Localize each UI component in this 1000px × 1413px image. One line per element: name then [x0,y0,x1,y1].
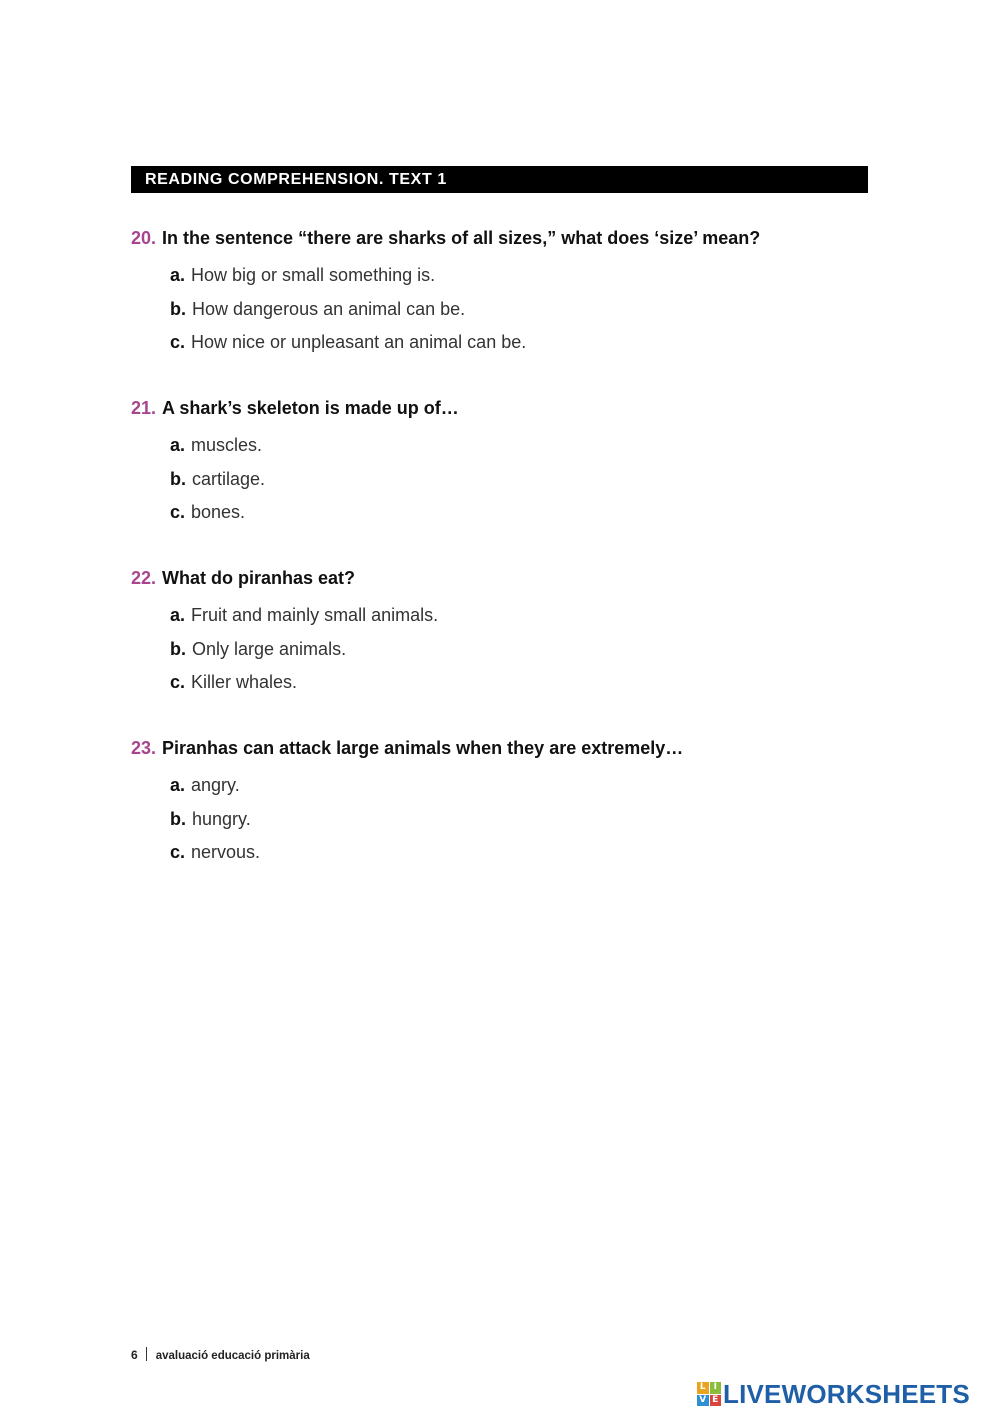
question-number: 20. [131,228,157,248]
option-letter: b. [170,808,186,829]
option-text: cartilage. [192,468,266,489]
question-title [131,567,891,589]
question-21 [131,397,891,535]
liveworksheets-grid-icon [697,1382,721,1406]
answer-option-c[interactable] [170,331,891,353]
liveworksheets-logo [697,1379,970,1409]
option-text: Killer whales. [191,672,298,693]
question-number: 23. [131,738,157,758]
option-letter: b. [170,468,186,489]
option-text: bones. [191,502,246,523]
option-letter: a. [170,775,186,795]
question-text: In the sentence “there are sharks of all sizes,” what does ‘size’ mean? [162,228,761,248]
question-20 [131,227,891,365]
option-text: nervous. [191,842,261,863]
option-text: hungry. [192,808,251,829]
question-22 [131,567,891,705]
answer-option-a[interactable] [170,434,891,456]
liveworksheets-wordmark: LIVEWORKSHEETS [723,1378,970,1409]
answer-options [131,774,891,863]
option-text: How nice or unpleasant an animal can be. [191,332,527,353]
logo-grid-cell: E [710,1395,722,1407]
answer-option-c[interactable] [170,841,891,863]
answer-option-c[interactable] [170,501,891,523]
option-text: How dangerous an animal can be. [192,298,466,319]
answer-option-a[interactable] [170,604,891,626]
option-text: How big or small something is. [191,265,436,285]
option-letter: c. [170,672,186,693]
answer-option-b[interactable] [170,468,891,490]
answer-option-b[interactable] [170,298,891,320]
question-number: 22. [131,568,157,588]
page-number: 6 [131,1348,138,1362]
logo-grid-cell: V [697,1395,709,1407]
answer-options [131,434,891,523]
logo-grid-cell: I [710,1382,722,1394]
option-letter: b. [170,638,186,659]
question-title [131,397,891,419]
option-text: Fruit and mainly small animals. [191,605,439,625]
answer-options [131,264,891,353]
question-number: 21. [131,398,157,418]
answer-option-b[interactable] [170,638,891,660]
option-letter: a. [170,605,186,625]
option-text: muscles. [191,435,263,455]
answer-option-c[interactable] [170,671,891,693]
logo-grid-cell: L [697,1382,709,1394]
publication-name: avaluació educació primària [155,1350,310,1362]
answer-option-b[interactable] [170,808,891,830]
option-letter: b. [170,298,186,319]
option-text: angry. [191,775,240,795]
option-letter: a. [170,265,186,285]
question-title [131,227,891,249]
page-footer [131,1347,310,1362]
footer-divider [146,1347,147,1361]
section-header: READING COMPREHENSION. TEXT 1 [131,166,868,193]
option-letter: a. [170,435,186,455]
question-text: A shark’s skeleton is made up of… [162,398,459,418]
option-letter: c. [170,842,186,863]
answer-option-a[interactable] [170,264,891,286]
question-text: Piranhas can attack large animals when they are extremely… [162,738,684,758]
answer-options [131,604,891,693]
question-title [131,737,891,759]
answer-option-a[interactable] [170,774,891,796]
question-text: What do piranhas eat? [162,568,356,588]
option-letter: c. [170,332,186,353]
option-text: Only large animals. [192,638,347,659]
option-letter: c. [170,502,186,523]
question-23 [131,737,891,875]
